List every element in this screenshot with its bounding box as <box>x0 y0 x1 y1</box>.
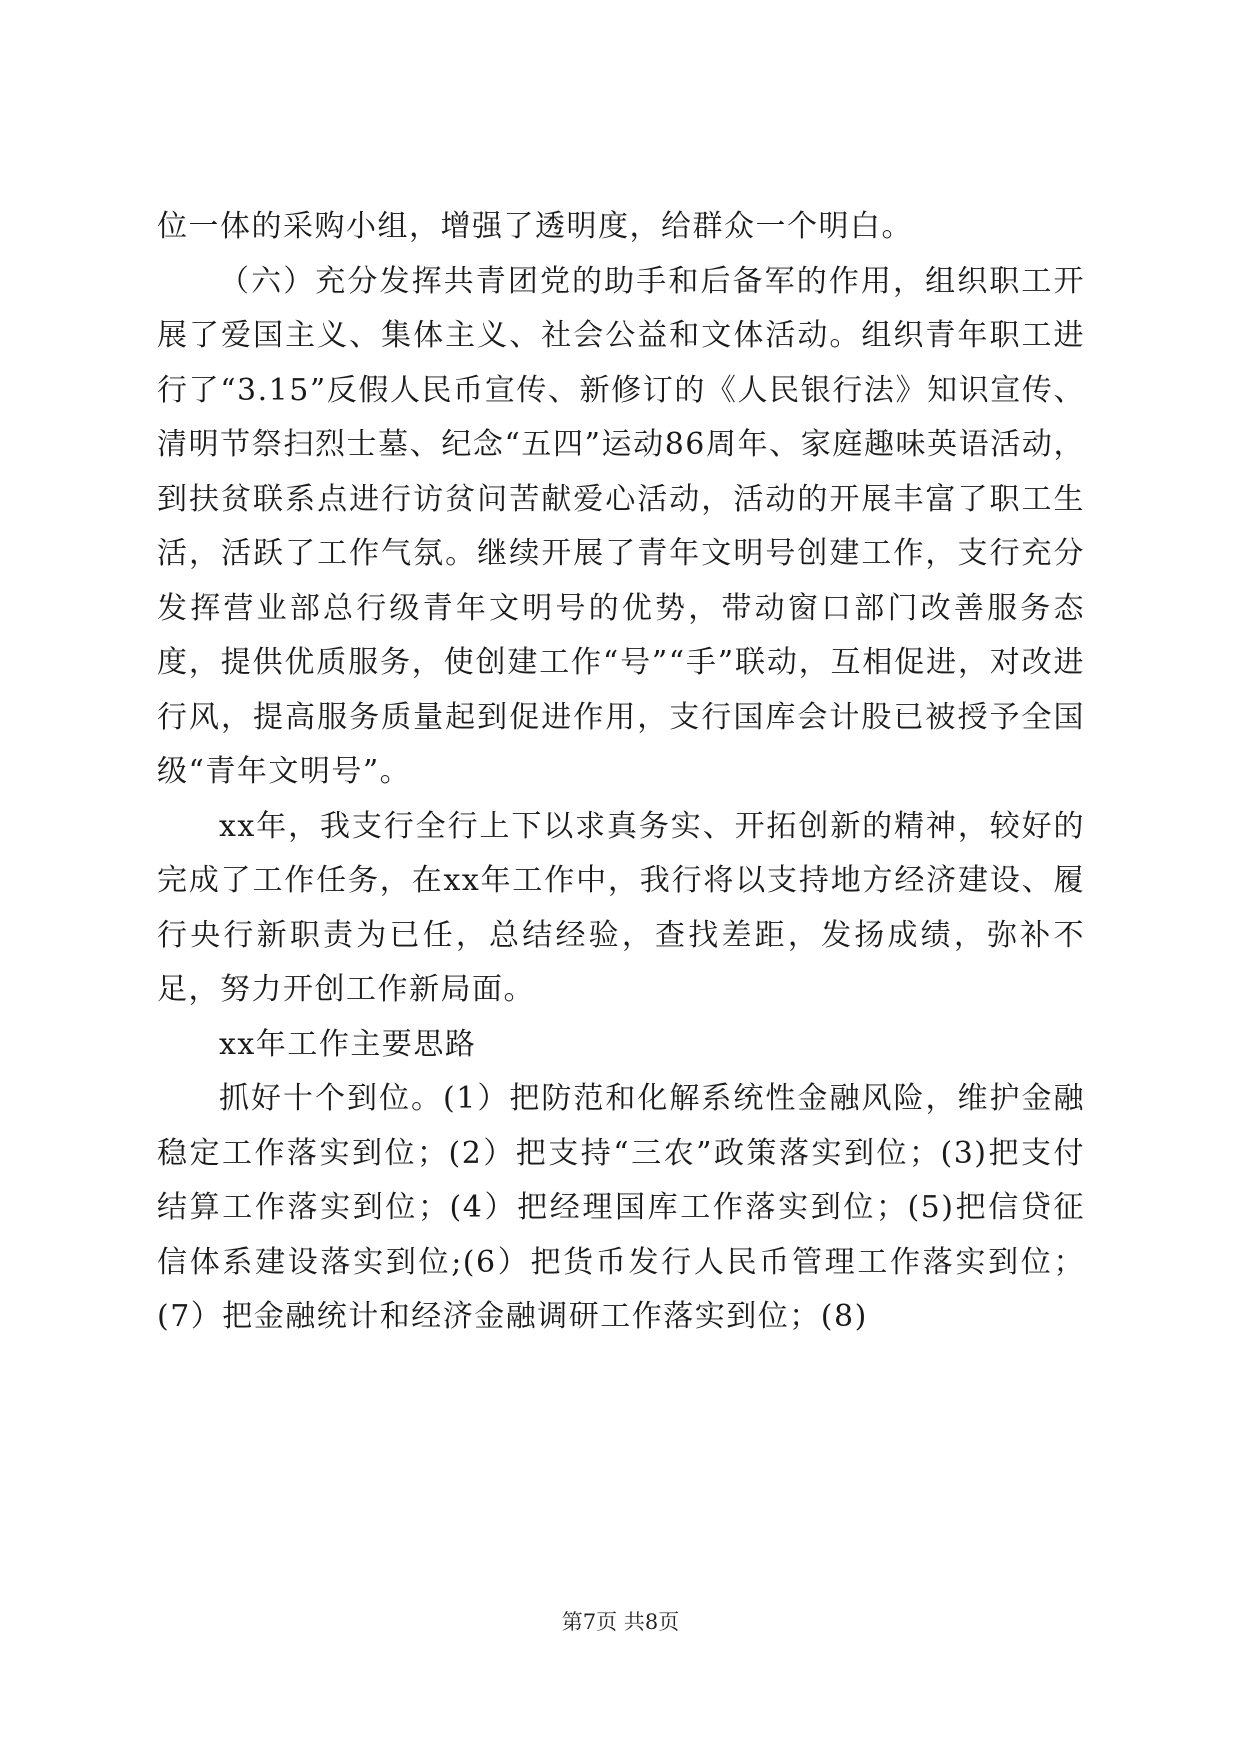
page-number-footer: 第7页 共8页 <box>561 1610 680 1634</box>
paragraph-youth-league: （六）充分发挥共青团党的助手和后备军的作用，组织职工开展了爱国主义、集体主义、社会公益和文体活动。组织青年职工进行了“3.15”反假人民币宣传、新修订的《人民银行法》知识宣传、清明节祭扫烈士墓、纪念“五四”运动86周年、家庭趣味英语活动，到扶贫联系点进行访贫问苦献爱心活动，活动的开展丰富了职工生活，活跃了工作气氛。继续开展了青年文明号创建工作，支行充分发挥营业部总行级青年文明号的优势，带动窗口部门改善服务态度，提供优质服务，使创建工作“号”“手”联动，互相促进，对改进行风，提高服务质量起到促进作用，支行国库会计股已被授予全国级“青年文明号”。 <box>157 263 1085 789</box>
paragraph-ten-goals: 抓好十个到位。(1）把防范和化解系统性金融风险，维护金融稳定工作落实到位；(2）把支持“三农”政策落实到位；(3)把支付结算工作落实到位；(4）把经理国库工作落实到位；(5)把信贷征信体系建设落实到位;(6）把货币发行人民币管理工作落实到位；(7）把金融统计和经济金融调研工作落实到位；(8) <box>157 1081 1085 1334</box>
section-heading: xx年工作主要思路 <box>219 1026 477 1062</box>
document-body <box>157 200 1085 1345</box>
paragraph-summary: xx年，我支行全行上下以求真务实、开拓创新的精神，较好的完成了工作任务，在xx年工作中，我行将以支持地方经济建设、履行央行新职责为已任，总结经验，查找差距，发扬成绩，弥补不足，努力开创工作新局面。 <box>157 808 1085 1007</box>
paragraph-continuation: 位一体的采购小组，增强了透明度，给群众一个明白。 <box>157 209 913 244</box>
